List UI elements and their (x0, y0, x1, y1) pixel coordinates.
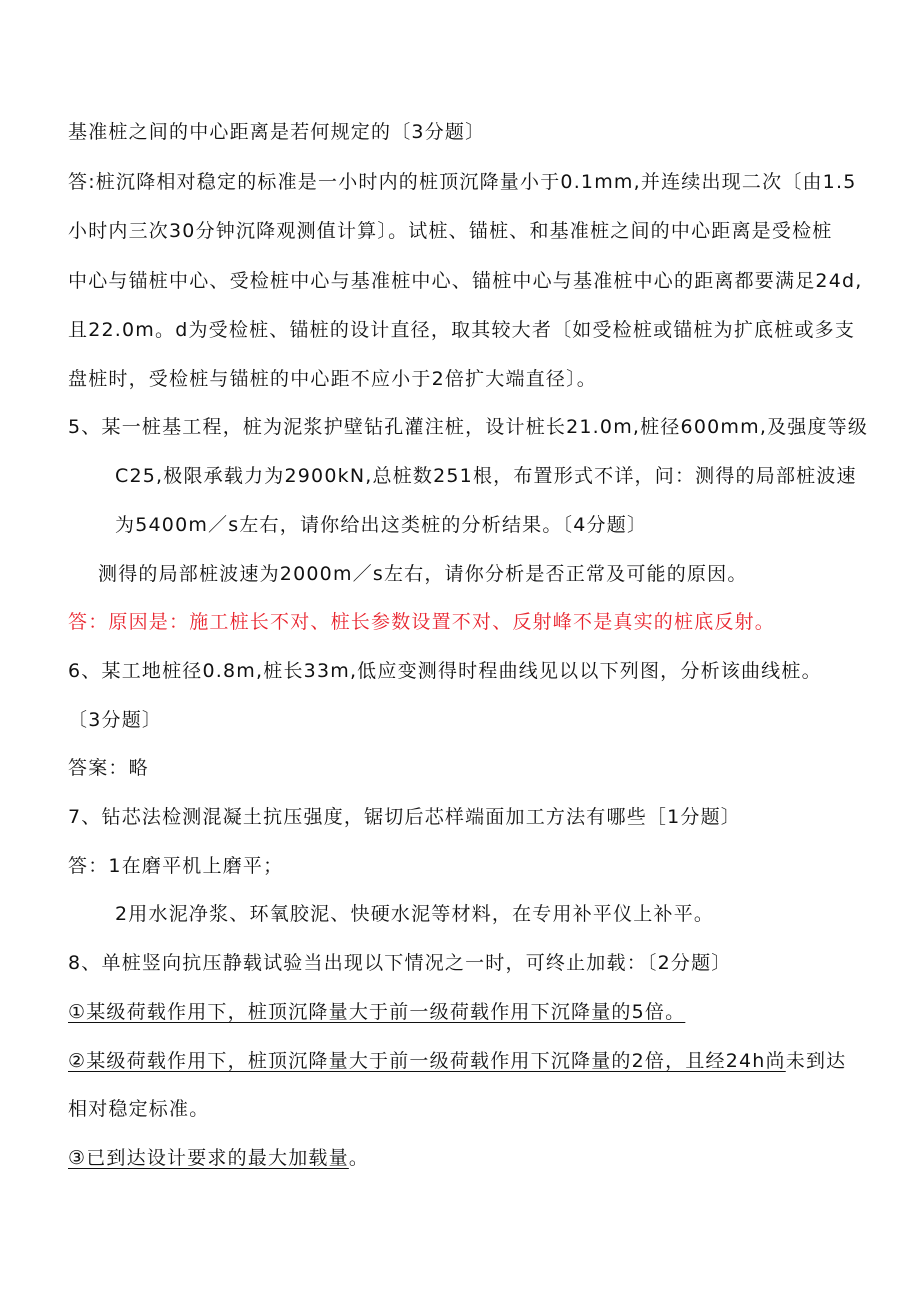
answer-8-item-1: ①某级荷载作用下，桩顶沉降量大于前一级荷载作用下沉降量的5倍。 (68, 1001, 686, 1023)
answer-6: 答案：略 (68, 757, 149, 779)
question-5-line-1: 5、某一桩基工程，桩为泥浆护壁钻孔灌注桩，设计桩长21.0m,桩径600mm,及强度等级 (68, 416, 869, 438)
answer-4-line-3: 中心与锚桩中心、受检桩中心与基准桩中心、锚桩中心与基准桩中心的距离都要满足24d, (68, 270, 863, 292)
question-5-line-4: 测得的局部桩波速为2000m／s左右，请你分析是否正常及可能的原因。 (98, 563, 748, 585)
answer-8-item-2 (68, 1048, 846, 1074)
question-7: 7、钻芯法检测混凝土抗压强度，锯切后芯样端面加工方法有哪些［1分题〕 (68, 806, 741, 828)
answer-8-item-3-rest: 。 (348, 1147, 370, 1169)
question-4-continued: 基准桩之间的中心距离是若何规定的〔3分题〕 (68, 121, 486, 143)
answer-8-item-2-rest: 未到达 (785, 1050, 847, 1072)
question-6-line-1: 6、某工地桩径0.8m,桩长33m,低应变测得时程曲线见以以下列图，分析该曲线桩。 (68, 660, 822, 682)
answer-7-line-2: 2用水泥净浆、环氧胶泥、快硬水泥等材料，在专用补平仪上补平。 (115, 903, 715, 925)
answer-5: 答：原因是：施工桩长不对、桩长参数设置不对、反射峰不是真实的桩底反射。 (68, 611, 776, 633)
answer-8-item-3 (68, 1145, 369, 1171)
answer-4-line-4: 且22.0m。d为受检桩、锚桩的设计直径，取其较大者〔如受检桩或锚桩为扩底桩或多支 (68, 319, 856, 341)
question-5-line-2: C25,极限承载力为2900kN,总桩数251根，布置形式不详，问：测得的局部桩波速 (115, 465, 857, 487)
answer-8-item-2-underlined: ②某级荷载作用下，桩顶沉降量大于前一级荷载作用下沉降量的2倍，且经24h尚 (68, 1050, 786, 1072)
answer-8-item-3-underlined: ③已到达设计要求的最大加载量 (68, 1147, 349, 1169)
question-6-line-2: 〔3分题〕 (68, 709, 163, 731)
question-5-line-3: 为5400m／s左右，请你给出这类桩的分析结果。〔4分题〕 (115, 514, 648, 536)
answer-4-line-2: 小时内三次30分钟沉降观测值计算〕。试桩、锚桩、和基准桩之间的中心距离是受检桩 (68, 220, 833, 242)
answer-7-line-1: 答：1在磨平机上磨平； (68, 855, 284, 877)
question-8: 8、单桩竖向抗压静载试验当出现以下情况之一时，可终止加载：〔2分题〕 (68, 952, 732, 974)
answer-8-item-2-continued: 相对稳定标准。 (68, 1098, 210, 1120)
answer-4-line-1: 答:桩沉降相对稳定的标准是一小时内的桩顶沉降量小于0.1mm,并连续出现二次〔由1.5 (68, 171, 857, 193)
answer-4-line-5: 盘桩时，受检桩与锚桩的中心距不应小于2倍扩大端直径〕。 (68, 368, 597, 390)
